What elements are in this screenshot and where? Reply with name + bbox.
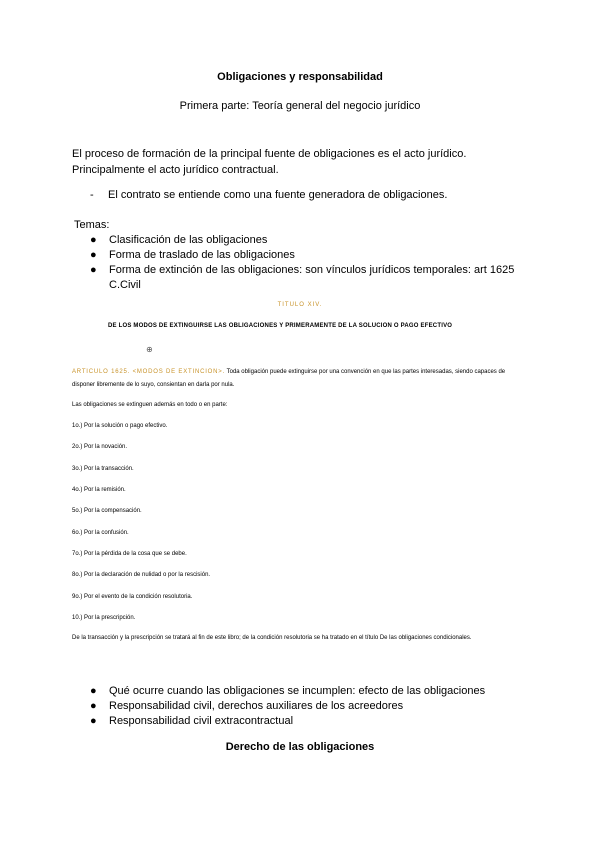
modes-intro: Las obligaciones se extinguen además en todo o en parte: xyxy=(72,402,228,408)
list-item: ● Forma de traslado de las obligaciones xyxy=(90,249,295,261)
mode-item: 7o.) Por la pérdida de la cosa que se debe. xyxy=(72,551,187,557)
list-item: ● Forma de extinción de las obligaciones: son vínculos jurídicos temporales: art 1625 C.Civil xyxy=(90,264,515,291)
mode-item: 2o.) Por la novación. xyxy=(72,444,128,450)
article-text: Toda obligación puede extinguirse por una convención en que las partes interesadas, siendo capaces de disponer libremente de lo suyo, consientan en darla por nula. xyxy=(72,369,506,388)
document-subtitle: Primera parte: Teoría general del negocio jurídico xyxy=(179,100,421,112)
temas-list xyxy=(90,233,530,293)
article-paragraph xyxy=(72,366,528,392)
bullet-icon: ● xyxy=(90,234,97,246)
list-item: ● Responsabilidad civil, derechos auxiliares de los acreedores xyxy=(90,700,404,712)
mode-item: 5o.) Por la compensación. xyxy=(72,508,142,514)
mode-item: 9o.) Por el evento de la condición resolutoria. xyxy=(72,594,193,600)
bullet-icon: ● xyxy=(90,264,97,276)
section-heading-2: Derecho de las obligaciones xyxy=(225,741,375,753)
dash-list-item xyxy=(90,189,447,201)
titulo-label: TITULO XIV. xyxy=(277,302,323,308)
dash-marker: - xyxy=(90,189,94,201)
bullet-icon: ● xyxy=(90,700,97,712)
mode-item: 4o.) Por la remisión. xyxy=(72,487,126,493)
mode-item: 3o.) Por la transacción. xyxy=(72,466,134,472)
article-label: ARTICULO 1625. <MODOS DE EXTINCION>. xyxy=(72,369,226,375)
intro-paragraph: El proceso de formación de la principal fuente de obligaciones es el acto jurídico. Principalmente el acto jurídico contractual. xyxy=(72,148,467,176)
list-item: ● Responsabilidad civil extracontractual xyxy=(90,715,294,727)
mode-item: 8o.) Por la declaración de nulidad o por la rescisión. xyxy=(72,572,211,578)
dash-item-text: El contrato se entiende como una fuente generadora de obligaciones. xyxy=(108,189,448,201)
list-item: ● Qué ocurre cuando las obligaciones se incumplen: efecto de las obligaciones xyxy=(90,685,486,697)
list-item: ● Clasificación de las obligaciones xyxy=(90,234,268,246)
mode-item: 10.) Por la prescripción. xyxy=(72,615,136,621)
section-heading: DE LOS MODOS DE EXTINGUIRSE LAS OBLIGACIONES Y PRIMERAMENTE DE LA SOLUCION O PAGO EFECTIVO xyxy=(108,323,453,329)
link-anchor-icon[interactable]: ⊕ xyxy=(146,345,153,354)
bullet-icon: ● xyxy=(90,249,97,261)
mode-item: 6o.) Por la confusión. xyxy=(72,530,129,536)
bullet-icon: ● xyxy=(90,685,97,697)
temas-label: Temas: xyxy=(74,219,110,231)
bullet-icon: ● xyxy=(90,715,97,727)
topics-list xyxy=(90,684,530,729)
closing-note: De la transacción y la prescripción se tratará al fin de este libro; de la condición resolutoria se ha tratado en el título De las obligaciones condicionales. xyxy=(72,635,472,641)
document-title: Obligaciones y responsabilidad xyxy=(217,71,383,83)
mode-item: 1o.) Por la solución o pago efectivo. xyxy=(72,423,168,429)
